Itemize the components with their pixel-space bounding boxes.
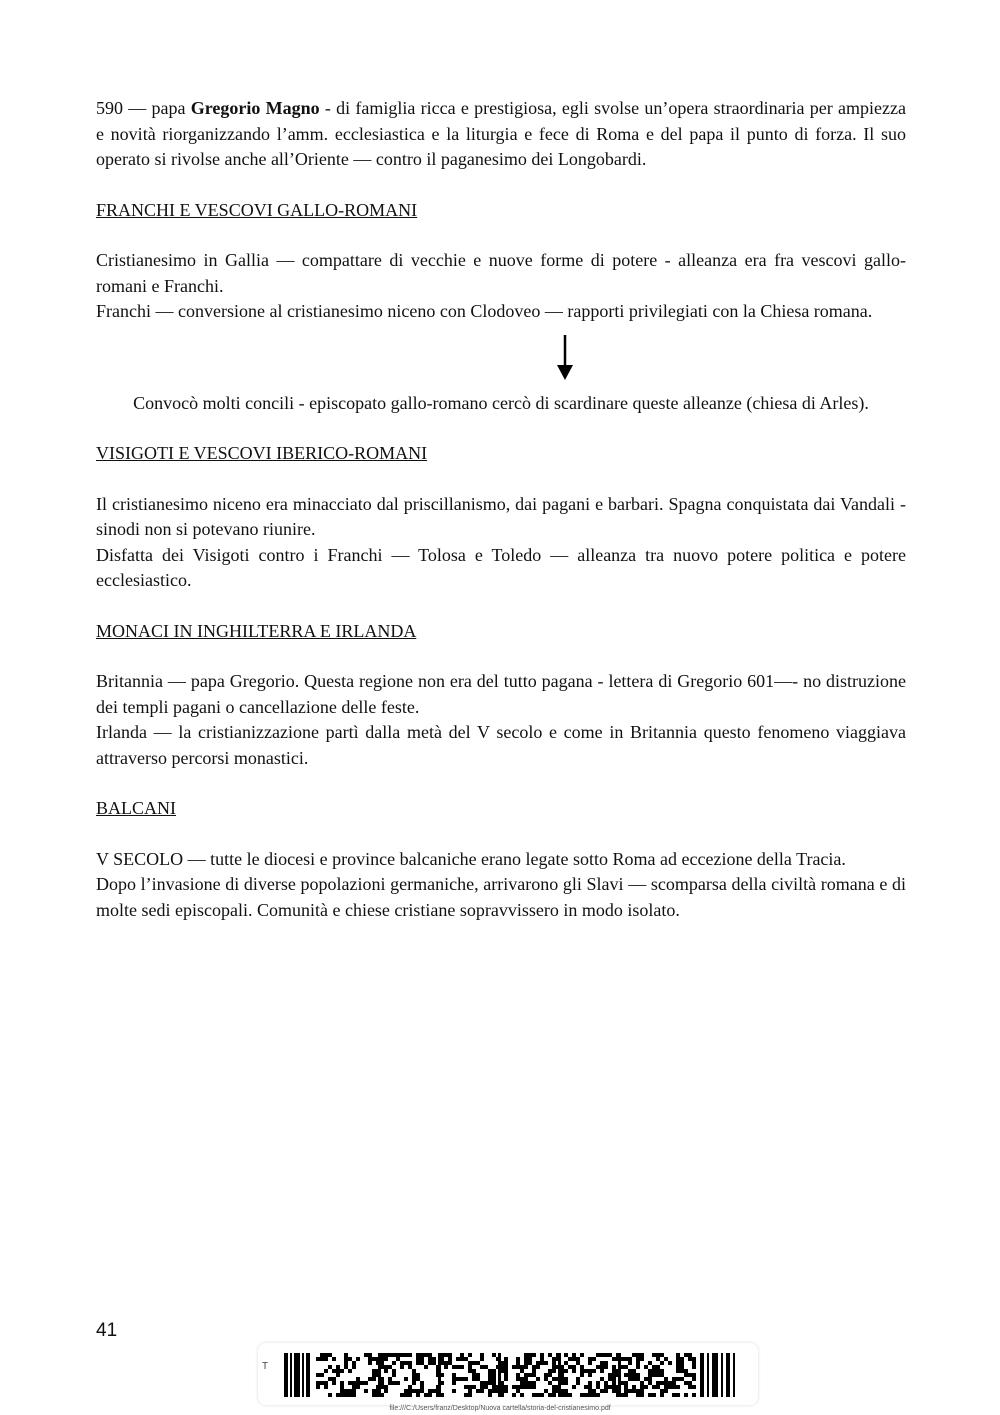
arrow-container <box>96 325 906 391</box>
intro-rest: - di famiglia ricca e prestigiosa, egli svolse un’opera straordinaria per ampiezza e novità riorganizzando l’amm. ecclesiastica e la liturgia e fece di Roma e del papa il punto di forza. Il suo operato si rivolse anche all’Oriente — contro il paganesimo dei Longobardi. <box>96 98 906 169</box>
section-heading-franchi: FRANCHI E VESCOVI GALLO-ROMANI <box>96 199 418 220</box>
page-number: 41 <box>96 1320 118 1341</box>
barcode-container <box>258 1343 758 1405</box>
intro-paragraph <box>96 96 906 173</box>
file-path-footer: file:///C:/Users/franz/Desktop/Nuova cartella/storia-del-cristianesimo.pdf <box>389 1405 611 1412</box>
document-body <box>96 96 906 923</box>
barcode-icon <box>270 1353 746 1397</box>
franchi-paragraph-2: Franchi — conversione al cristianesimo niceno con Clodoveo — rapporti privilegiati con la Chiesa romana. <box>96 301 873 321</box>
visigoti-paragraph-2: Disfatta dei Visigoti contro i Franchi — Tolosa e Toledo — alleanza tra nuovo potere politica e potere ecclesiastico. <box>96 544 906 590</box>
arrow-down-icon <box>557 335 573 380</box>
section-heading-monaci: MONACI IN INGHILTERRA E IRLANDA <box>96 620 417 641</box>
section-heading-balcani: BALCANI <box>96 798 176 818</box>
intro-bold-name: Gregorio Magno <box>190 98 320 118</box>
visigoti-paragraph-1: Il cristianesimo niceno era minacciato dal priscillanismo, dai pagani e barbari. Spagna conquistata dai Vandali - sinodi non si potevano riunire. <box>96 493 906 539</box>
balcani-paragraph-2: Dopo l’invasione di diverse popolazioni germaniche, arrivarono gli Slavi — scomparsa della civiltà romana e di molte sedi episcopali. Comunità e chiese cristiane sopravvissero in modo isolato. <box>96 874 906 920</box>
franchi-paragraph-1: Cristianesimo in Gallia — compattare di vecchie e nuove forme di potere - alleanza era fra vescovi gallo-romani e Franchi. <box>96 250 906 296</box>
intro-lead: 590 — papa <box>96 98 191 118</box>
monaci-paragraph-1: Britannia — papa Gregorio. Questa regione non era del tutto pagana - lettera di Gregorio 601—- no distruzione dei templi pagani o cancellazione delle feste. <box>96 671 906 717</box>
section-heading-visigoti: VISIGOTI E VESCOVI IBERICO-ROMANI <box>96 443 428 463</box>
balcani-paragraph-1: V SECOLO — tutte le diocesi e province balcaniche erano legate sotto Roma ad eccezione della Tracia. <box>96 848 846 869</box>
monaci-paragraph-2: Irlanda — la cristianizzazione partì dalla metà del V secolo e come in Britannia questo fenomeno viaggiava attraverso percorsi monastici. <box>96 722 906 768</box>
franchi-centered-note: Convocò molti concili - episcopato gallo-romano cercò di scardinare queste alleanze (chiesa di Arles). <box>133 392 869 413</box>
barcode-letter: T <box>262 1361 269 1372</box>
